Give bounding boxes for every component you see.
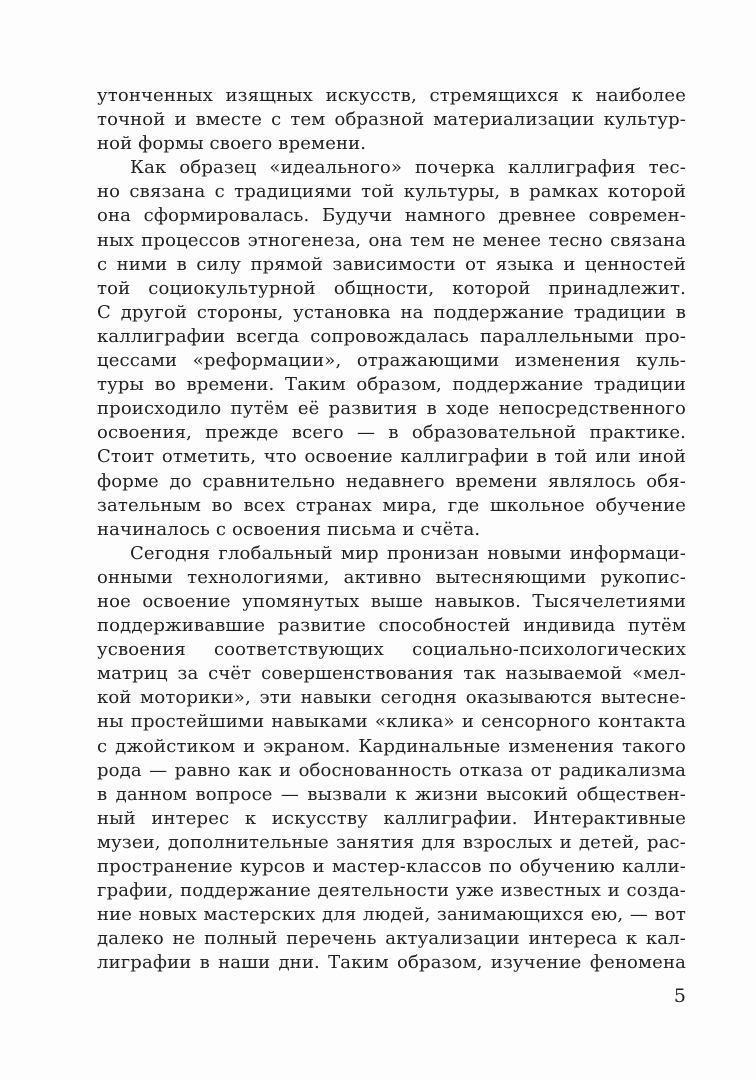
text-line: начиналось с освоения письма и счёта. — [97, 518, 481, 540]
text-line: ный интерес к искусству каллиграфии. Интерактивные — [97, 807, 686, 829]
text-line: той социокультурной общности, которой принадлежит. — [97, 277, 686, 299]
text-line: туры во времени. Таким образом, поддержание традиции — [97, 374, 686, 396]
text-line: но связана с традициями той культуры, в рамках которой — [97, 181, 686, 203]
text-line: матриц за счёт совершенствования так называемой «мел- — [97, 663, 686, 685]
text-line: цессами «реформации», отражающими изменения куль- — [97, 350, 686, 372]
text-line: происходило путём её развития в ходе непосредственного — [97, 398, 686, 420]
paragraph — [97, 156, 686, 542]
text-line: пространение курсов и мастер-классов по обучению калли- — [97, 856, 686, 877]
text-line: графии, поддержание деятельности уже известных и созда- — [97, 880, 686, 902]
text-line: форме до сравнительно недавнего времени являлось обя- — [97, 470, 686, 492]
text-line: далеко не полный перечень актуализации интереса к кал- — [97, 928, 686, 950]
text-line: каллиграфии всегда сопровождалась параллельными про- — [97, 325, 686, 347]
text-line: поддерживавшие развитие способностей индивида путём — [97, 615, 686, 637]
text-line: музеи, дополнительные занятия для взрослых и детей, рас- — [97, 831, 686, 853]
text-line: утонченных изящных искусств, стремящихся к наиболее — [97, 85, 686, 106]
paragraph — [97, 84, 686, 156]
text-line: точной и вместе с тем образной материализации культур- — [97, 109, 686, 131]
text-line: с ними в силу прямой зависимости от языка и ценностей — [97, 253, 686, 275]
text-line: ных процессов этногенеза, она тем не менее тесно связана — [97, 229, 686, 251]
text-line: лиграфии в наши дни. Таким образом, изучение феномена — [97, 952, 686, 974]
text-line: ное освоение упомянутых выше навыков. Тысячелетиями — [97, 590, 686, 612]
text-line: онными технологиями, активно вытесняющими рукопис- — [97, 566, 686, 588]
text-line: Как образец «идеального» почерка каллиграфия тес- — [130, 157, 686, 179]
text-line: усвоения соответствующих социально-психологических — [97, 639, 686, 661]
text-line: рода — равно как и обоснованность отказа от радикализма — [97, 759, 686, 781]
text-line: ной формы своего времени. — [97, 133, 367, 155]
text-line: с джойстиком и экраном. Кардинальные изменения такого — [97, 735, 686, 757]
page-number: 5 — [673, 985, 686, 1007]
text-line: ны простейшими навыками «клика» и сенсорного контакта — [97, 711, 686, 733]
text-line: кой моторики», эти навыки сегодня оказываются вытесне- — [97, 687, 686, 709]
text-line: ние новых мастерских для людей, занимающихся ею, — вот — [97, 904, 686, 926]
body-text — [97, 84, 686, 975]
paragraph — [97, 542, 686, 976]
text-line: в данном вопросе — вызвали к жизни высокий обществен- — [97, 783, 686, 805]
text-line: она сформировалась. Будучи намного древнее современ- — [97, 205, 686, 227]
text-line: зательным во всех странах мира, где школьное обучение — [97, 494, 686, 516]
text-line: Стоит отметить, что освоение каллиграфии в той или иной — [97, 446, 686, 468]
text-line: освоения, прежде всего — в образовательной практике. — [97, 422, 686, 444]
text-line: Сегодня глобальный мир пронизан новыми информаци- — [130, 542, 686, 564]
text-line: С другой стороны, установка на поддержание традиции в — [97, 301, 686, 323]
